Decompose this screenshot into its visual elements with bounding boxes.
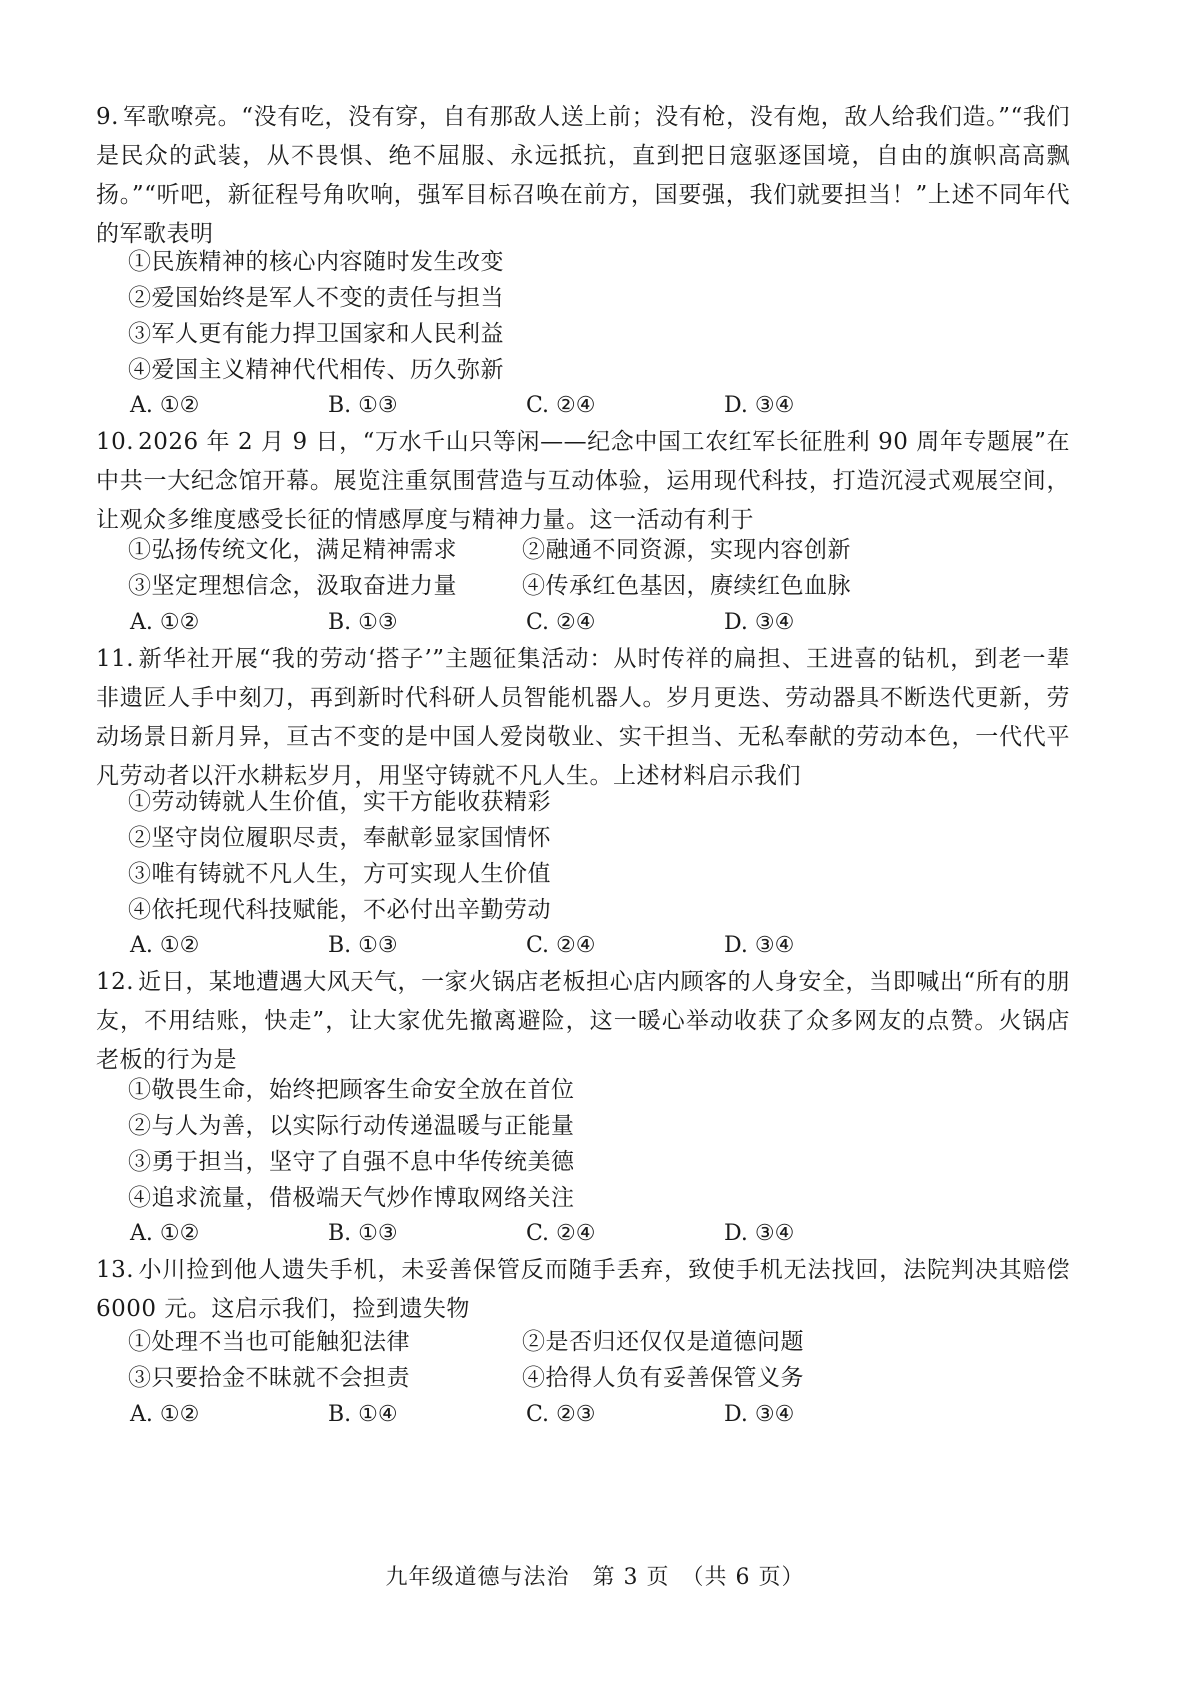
- answer-choice-c: C. ②④: [526, 393, 596, 418]
- question-stem: [96, 963, 1070, 1080]
- statement: ②坚守岗位履职尽责，奉献彰显家国情怀: [128, 825, 551, 851]
- question-number: 9.: [96, 104, 119, 130]
- statement: ④拾得人负有妥善保管义务: [522, 1365, 804, 1391]
- answer-choice-b: B. ①③: [328, 933, 398, 958]
- question-text: 2026 年 2 月 9 日，“万水千山只等闲——纪念中国工农红军长征胜利 90 周年专题展”在中共一大纪念馆开幕。展览注重氛围营造与互动体验，运用现代科技，打造沉浸式观展空间，让观众多维度感受长征的情感厚度与精神力量。这一活动有利于: [96, 429, 1070, 533]
- answer-choice-a: A. ①②: [130, 1221, 200, 1246]
- statement: ③只要拾金不昧就不会担责: [128, 1365, 410, 1391]
- answer-choice-a: A. ①②: [130, 933, 200, 958]
- answer-choice-b: B. ①③: [328, 1221, 398, 1246]
- answer-choice-d: D. ③④: [724, 1402, 795, 1427]
- question-number: 13.: [96, 1257, 135, 1283]
- answer-choice-d: D. ③④: [724, 933, 795, 958]
- question-text: 小川捡到他人遗失手机，未妥善保管反而随手丢弃，致使手机无法找回，法院判决其赔偿 6000 元。这启示我们，捡到遗失物: [96, 1257, 1070, 1322]
- statement: ③军人更有能力捍卫国家和人民利益: [128, 321, 504, 347]
- statement: ①弘扬传统文化，满足精神需求: [128, 537, 457, 563]
- statement: ②与人为善，以实际行动传递温暖与正能量: [128, 1113, 575, 1139]
- statement: ④爱国主义精神代代相传、历久弥新: [128, 357, 504, 383]
- answer-choice-a: A. ①②: [130, 610, 200, 635]
- question-number: 11.: [96, 646, 135, 672]
- question-text: 近日，某地遭遇大风天气，一家火锅店老板担心店内顾客的人身安全，当即喊出“所有的朋友，不用结账，快走”，让大家优先撤离避险，这一暖心举动收获了众多网友的点赞。火锅店老板的行为是: [96, 969, 1070, 1073]
- statement: ④传承红色基因，赓续红色血脉: [522, 573, 851, 599]
- statement: ③勇于担当，坚守了自强不息中华传统美德: [128, 1149, 575, 1175]
- statement: ②是否归还仅仅是道德问题: [522, 1329, 804, 1355]
- statement: ③唯有铸就不凡人生，方可实现人生价值: [128, 861, 551, 887]
- answer-choice-b: B. ①③: [328, 610, 398, 635]
- statement: ①敬畏生命，始终把顾客生命安全放在首位: [128, 1077, 575, 1103]
- answer-choice-c: C. ②④: [526, 1221, 596, 1246]
- answer-choice-c: C. ②④: [526, 610, 596, 635]
- answer-choice-d: D. ③④: [724, 1221, 795, 1246]
- statement: ④追求流量，借极端天气炒作博取网络关注: [128, 1185, 575, 1211]
- question-text: 军歌嘹亮。“没有吃，没有穿，自有那敌人送上前；没有枪，没有炮，敌人给我们造。”“我们是民众的武装，从不畏惧、绝不屈服、永远抵抗，直到把日寇驱逐国境，自由的旗帜高高飘扬。”“听吧，新征程号角吹响，强军目标召唤在前方，国要强，我们就要担当！”上述不同年代的军歌表明: [96, 104, 1070, 247]
- statement: ④依托现代科技赋能，不必付出辛勤劳动: [128, 897, 551, 923]
- statement: ①民族精神的核心内容随时发生改变: [128, 249, 504, 275]
- statement: ②爱国始终是军人不变的责任与担当: [128, 285, 504, 311]
- answer-choice-a: A. ①②: [130, 393, 200, 418]
- statement: ①处理不当也可能触犯法律: [128, 1329, 410, 1355]
- question-stem: [96, 98, 1070, 254]
- page-footer: 九年级道德与法治 第 3 页 （共 6 页）: [385, 1565, 805, 1590]
- answer-choice-d: D. ③④: [724, 610, 795, 635]
- answer-choice-a: A. ①②: [130, 1402, 200, 1427]
- question-number: 12.: [96, 969, 135, 995]
- answer-choice-c: C. ②④: [526, 933, 596, 958]
- answer-choice-b: B. ①④: [328, 1402, 398, 1427]
- statement: ②融通不同资源，实现内容创新: [522, 537, 851, 563]
- question-number: 10.: [96, 429, 135, 455]
- statement: ③坚定理想信念，汲取奋进力量: [128, 573, 457, 599]
- answer-choice-b: B. ①③: [328, 393, 398, 418]
- statement: ①劳动铸就人生价值，实干方能收获精彩: [128, 789, 551, 815]
- answer-choice-d: D. ③④: [724, 393, 795, 418]
- question-text: 新华社开展“我的劳动‘搭子’”主题征集活动：从时传祥的扁担、王进喜的钻机，到老一辈非遗匠人手中刻刀，再到新时代科研人员智能机器人。岁月更迭、劳动器具不断迭代更新，劳动场景日新月异，亘古不变的是中国人爱岗敬业、实干担当、无私奉献的劳动本色，一代代平凡劳动者以汗水耕耘岁月，用坚守铸就不凡人生。上述材料启示我们: [96, 646, 1070, 789]
- question-stem: [96, 1251, 1070, 1329]
- answer-choice-c: C. ②③: [526, 1402, 596, 1427]
- question-stem: [96, 423, 1070, 540]
- question-stem: [96, 640, 1070, 796]
